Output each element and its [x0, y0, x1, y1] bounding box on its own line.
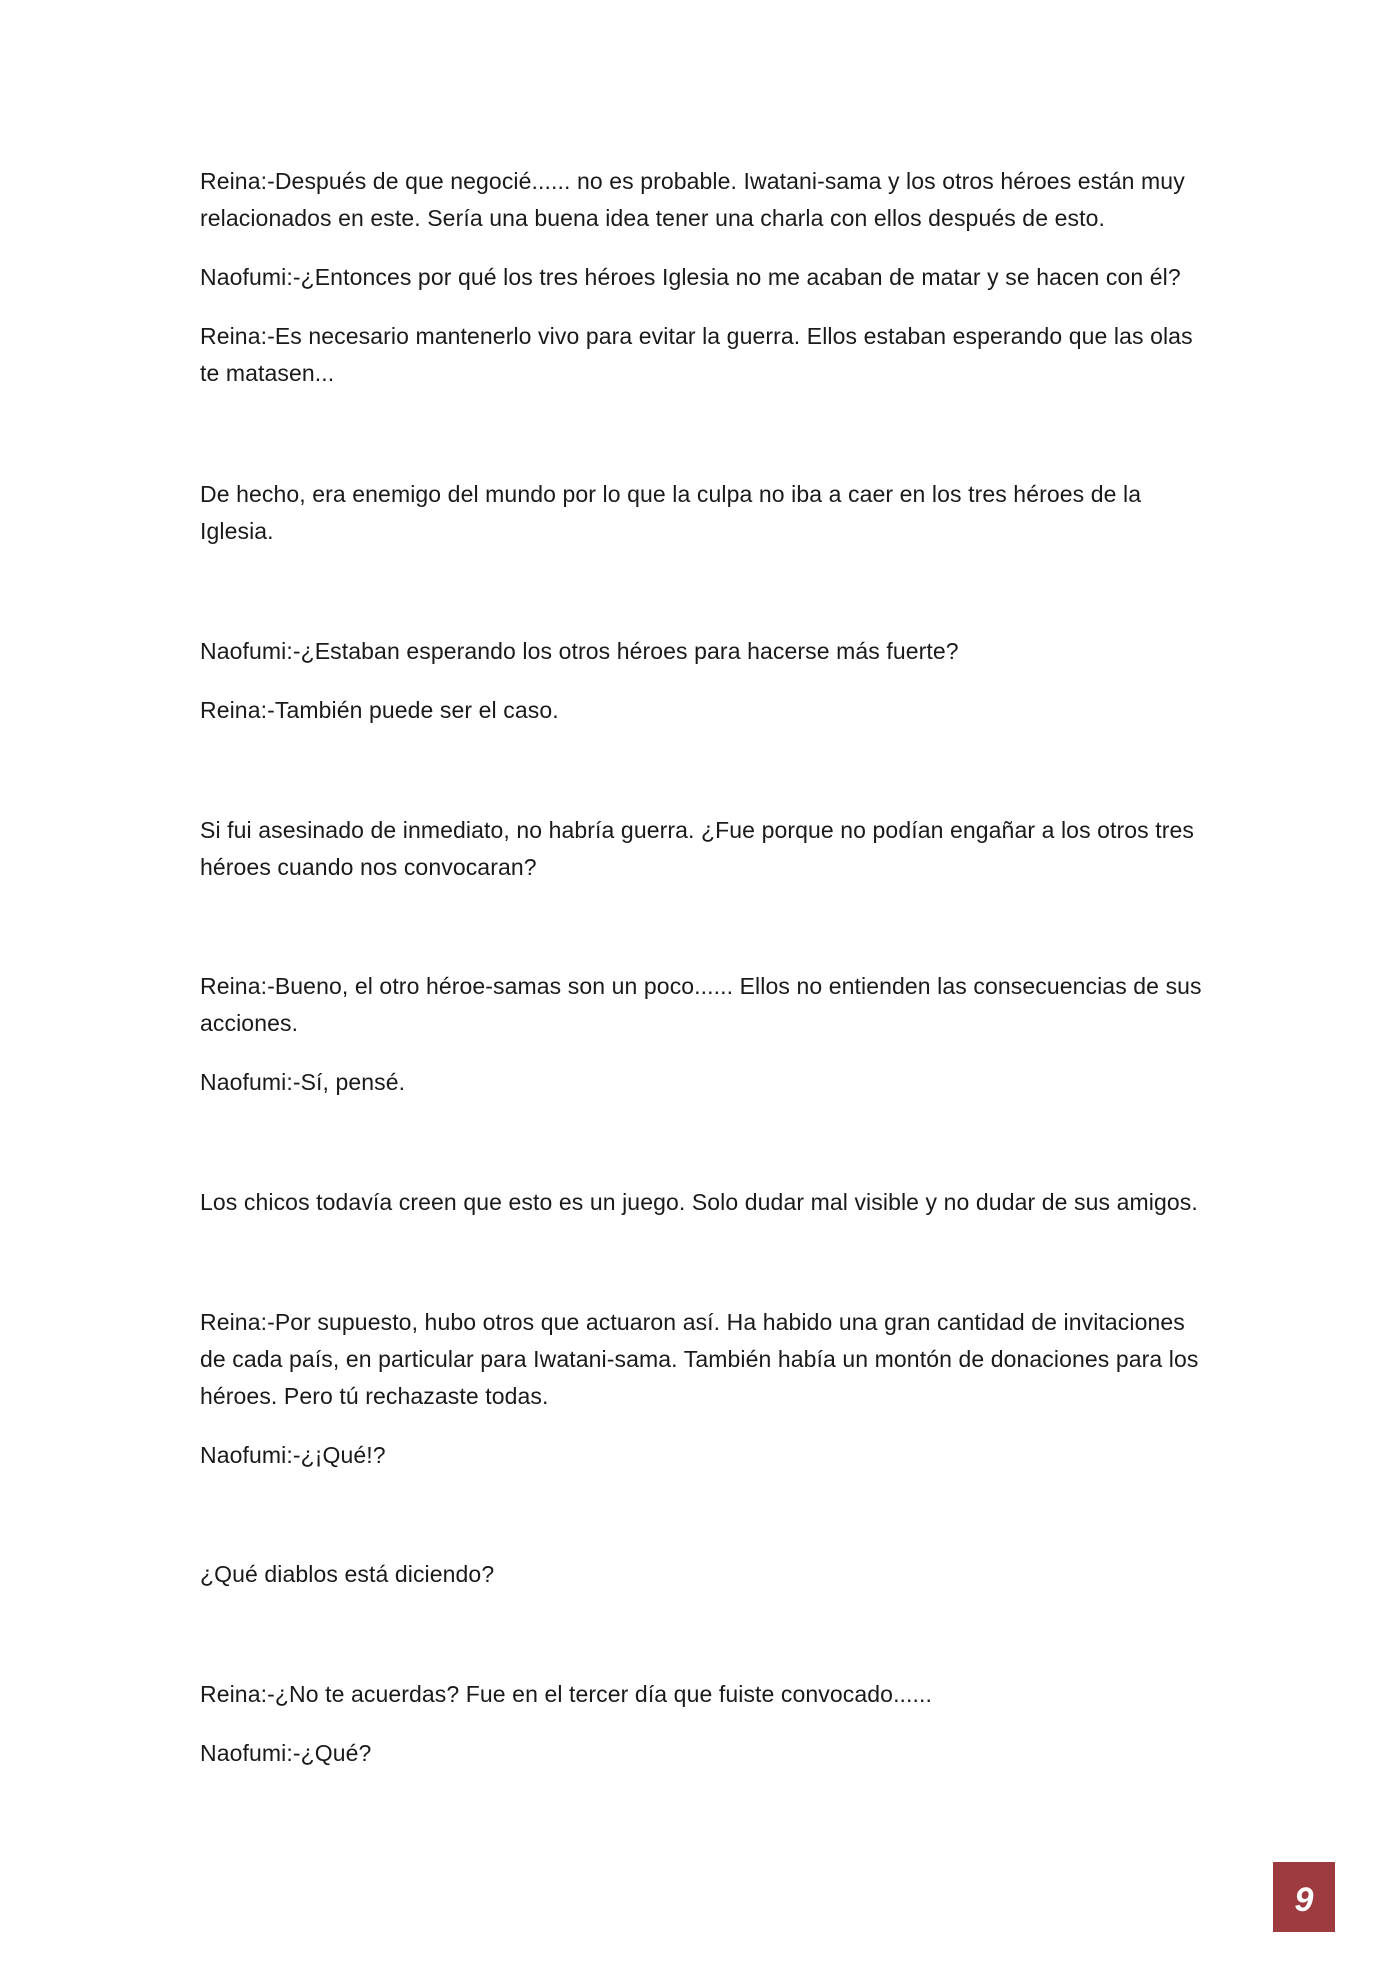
paragraph-15: Naofumi:-¿Qué? [200, 1740, 372, 1766]
paragraph-3: Reina:-Es necesario mantenerlo vivo para evitar la guerra. Ellos estaban esperando que las olas te matasen... [200, 323, 1193, 386]
paragraph-2: Naofumi:-¿Entonces por qué los tres héroes Iglesia no me acaban de matar y se hacen con él? [200, 264, 1181, 290]
paragraph-1: Reina:-Después de que negocié...... no es probable. Iwatani-sama y los otros héroes están muy relacionados en este. Sería una buena idea tener una charla con ellos después de esto. [200, 168, 1185, 231]
paragraph-6: Reina:-También puede ser el caso. [200, 697, 559, 723]
page-number: 9 [1294, 1881, 1314, 1919]
paragraph-4: De hecho, era enemigo del mundo por lo que la culpa no iba a caer en los tres héroes de la Iglesia. [200, 481, 1142, 544]
paragraph-7: Si fui asesinado de inmediato, no habría guerra. ¿Fue porque no podían engañar a los otros tres héroes cuando nos convocaran? [200, 817, 1195, 880]
page-number-underline [1273, 1928, 1335, 1932]
paragraph-10: Los chicos todavía creen que esto es un juego. Solo dudar mal visible y no dudar de sus amigos. [200, 1189, 1198, 1215]
paragraph-11: Reina:-Por supuesto, hubo otros que actuaron así. Ha habido una gran cantidad de invitaciones de cada país, en particular para Iwatani-sama. También había un montón de donaciones para los héroes. Pero tú rechazaste todas. [200, 1309, 1199, 1409]
paragraph-13: ¿Qué diablos está diciendo? [200, 1561, 495, 1587]
paragraph-14: Reina:-¿No te acuerdas? Fue en el tercer día que fuiste convocado...... [200, 1681, 933, 1707]
paragraph-5: Naofumi:-¿Estaban esperando los otros héroes para hacerse más fuerte? [200, 638, 959, 664]
paragraph-9: Naofumi:-Sí, pensé. [200, 1069, 406, 1095]
paragraph-12: Naofumi:-¿¡Qué!? [200, 1442, 386, 1468]
paragraph-8: Reina:-Bueno, el otro héroe-samas son un poco...... Ellos no entienden las consecuencias de sus acciones. [200, 973, 1202, 1036]
page-number-badge [1273, 1862, 1335, 1928]
